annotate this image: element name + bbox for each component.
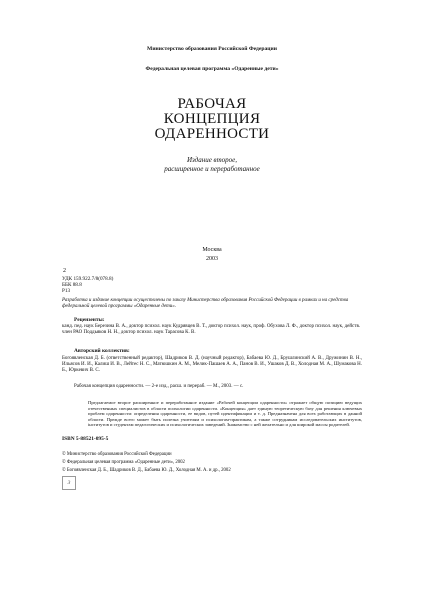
ministry-header: Министерство образования Российской Федерации bbox=[147, 46, 277, 52]
authors-heading: Авторский коллектив: bbox=[74, 348, 130, 354]
copyright-line-2: © Федеральная целевая программа «Одаренные дети», 2002 bbox=[62, 460, 185, 465]
program-header: Федеральная целевая программа «Одаренные дети» bbox=[145, 66, 279, 72]
annotation-paragraph: Предлагаемое второе расширенное и переработанное издание «Рабочей концепции одаренности» отражает общую позицию ведущих отечественных специалистов в области психологии одаренности. «Концепция» дает единую теоретическую базу для решения ключевых проблем одаренности: определения одаренности, ее видов, путей идентификации и т. д. Предназначена для всех работающих в данной области. Прежде всего может быть полезна учителям и психологам-практикам, а также сотрудникам исследовательских институтов, інститутов и студентам педагогических и психологических заведений. Знакомство с ней желательно и для широкой массы родителей. bbox=[88, 400, 362, 428]
subtitle-line-2: расширенное и переработанное bbox=[164, 165, 260, 173]
footer-page-number: 3 bbox=[67, 480, 71, 486]
title-line-3: ОДАРЕННОСТИ bbox=[154, 126, 270, 142]
intro-paragraph: Разработка и издание концепции осуществлены по заказу Министерства образования Российской Федерации в рамках и на средства федеральной целевой программы «Одаренные дети». bbox=[62, 298, 349, 310]
footer-page-box bbox=[62, 476, 76, 490]
title-line-1: РАБОЧАЯ bbox=[177, 96, 247, 112]
page-number: 2 bbox=[63, 268, 66, 274]
author-code: Р13 bbox=[62, 288, 71, 294]
udk-code: УДК 159.922.7/8(078.8) bbox=[62, 276, 114, 282]
reviewers-text: канд. пед. наук Березина В. А., доктор психол. наук Кудрявцев В. Т., доктор психол. наук, проф. Обухова Л. Ф., доктор психол. наук, действ. член РАО Поддьяков Н. Н., доктор психол. наук Тарасова К. В. bbox=[62, 324, 361, 336]
isbn: ISBN 5-88521-095-5 bbox=[62, 436, 109, 442]
reviewers-heading: Рецензенты: bbox=[74, 317, 105, 323]
copyright-line-3: © Богоявленская Д. Б., Шадриков В. Д., Бабаева Ю. Д., Холодная М. А. и др., 2002 bbox=[62, 468, 231, 473]
authors-text: Богоявленская Д. Б. (ответственный редактор), Шадриков В. Д. (научный редактор), Бабаева Ю. Д., Брушлинский А. В., Дружинин В. Н., Ильясов И. И., Калиш И. В., Лейтес Н. С., Матюшкин А. М., Мелик-Пашаев А. А., Панов В. И., Ушаков Д. В., Холодная М. А., Шумакова Н. Б., Юркевич В. С. bbox=[62, 356, 362, 374]
copyright-line-1: © Министерство образования Российской Федерации bbox=[62, 452, 172, 457]
title-line-2: КОНЦЕПЦИЯ bbox=[163, 111, 261, 127]
bibliographic-record: Рабочая концепция одаренности. — 2-е изд., расш. и перераб. — М., 2003. — с. bbox=[74, 384, 244, 389]
subtitle-line-1: Издание второе, bbox=[186, 156, 237, 164]
imprint-year: 2003 bbox=[206, 256, 218, 262]
imprint-city: Москва bbox=[202, 247, 222, 253]
bbk-code: ББК 88.8 bbox=[62, 282, 82, 288]
